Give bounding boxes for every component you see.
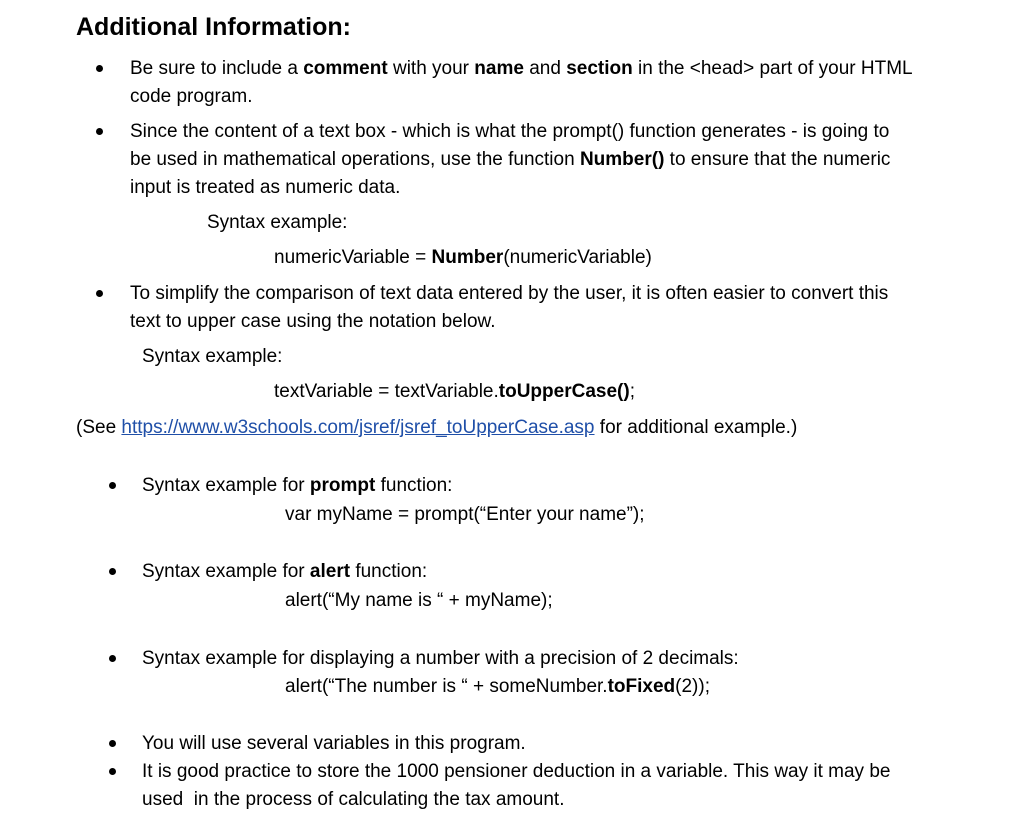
bullet3-line2: text to upper case using the notation below. <box>130 311 496 332</box>
bullet-icon <box>109 655 116 662</box>
bullet1-line1: Be sure to include a comment with your name and section in the <head> part of your HTML <box>130 58 913 79</box>
bullet2-line3: input is treated as numeric data. <box>130 177 401 198</box>
bullet-icon <box>96 65 103 72</box>
bullet3-syntax-label: Syntax example: <box>142 346 283 367</box>
bullet-icon <box>109 768 116 775</box>
alert-code-example: alert(“My name is “ + myName); <box>285 590 553 611</box>
prompt-code-example: var myName = prompt(“Enter your name”); <box>285 504 645 525</box>
section-heading: Additional Information: <box>76 13 351 41</box>
alert-syntax-text: Syntax example for alert function: <box>142 561 428 582</box>
prompt-syntax-text: Syntax example for prompt function: <box>142 475 453 496</box>
bullet2-code-example: numericVariable = Number(numericVariable) <box>274 247 652 268</box>
bullet2-syntax-label: Syntax example: <box>207 212 348 233</box>
variables-text: You will use several variables in this program. <box>142 733 526 754</box>
decimals-syntax-text: Syntax example for displaying a number with a precision of 2 decimals: <box>142 648 739 669</box>
bullet-icon <box>109 568 116 575</box>
bullet-icon <box>109 482 116 489</box>
practice-line2: used in the process of calculating the tax amount. <box>142 789 565 810</box>
bullet-icon <box>96 290 103 297</box>
bullet-icon <box>96 128 103 135</box>
bullet3-line1: To simplify the comparison of text data entered by the user, it is often easier to convert this <box>130 283 889 304</box>
bullet2-line2: be used in mathematical operations, use the function Number() to ensure that the numeric <box>130 149 891 170</box>
bullet1-line2: code program. <box>130 86 253 107</box>
bullet2-line1: Since the content of a text box - which is what the prompt() function generates - is going to <box>130 121 890 142</box>
bullet-icon <box>109 740 116 747</box>
bullet3-code-example: textVariable = textVariable.toUpperCase(); <box>274 381 635 402</box>
practice-line1: It is good practice to store the 1000 pensioner deduction in a variable. This way it may be <box>142 761 891 782</box>
see-reference-line: (See https://www.w3schools.com/jsref/jsref_toUpperCase.asp for additional example.) <box>76 417 798 438</box>
decimals-code-example: alert(“The number is “ + someNumber.toFixed(2)); <box>285 676 710 697</box>
w3schools-link[interactable]: https://www.w3schools.com/jsref/jsref_toUpperCase.asp <box>121 417 595 438</box>
